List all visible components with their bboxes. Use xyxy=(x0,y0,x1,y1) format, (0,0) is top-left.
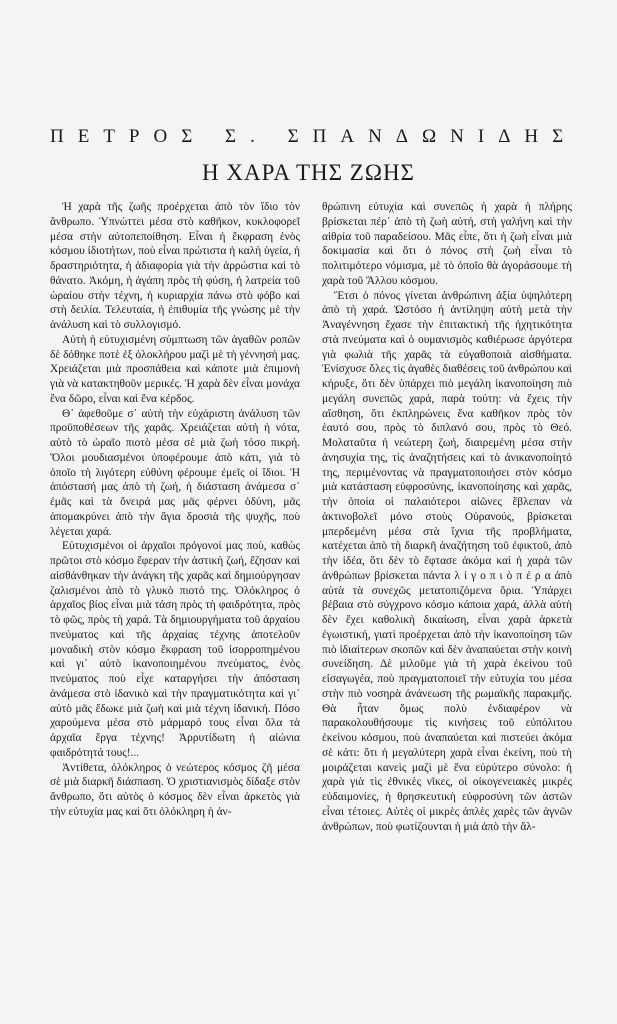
author-name: ΠΕΤΡΟΣ Σ. ΣΠΑΝΔΩΝΙΔΗΣ xyxy=(50,126,578,147)
paragraph: Ἀντίθετα, ὁλόκληρος ὁ νεώτερος κόσμος ζῆ μέσα σὲ μιὰ διαρκῆ διάσπαση. Ὁ χριστιανισμὸς δίδαξε στὸν ἄνθρωπο, ὅτι αὐτὸς ὁ κόσμος δὲν εἶναι ἀρκετὸς γιὰ τὴν εὐτυχία μας καὶ ὅτι ὁλόκληρη ἡ ἀν- xyxy=(50,761,300,818)
article-title: Η ΧΑΡΑ ΤΗΣ ΖΩΗΣ xyxy=(202,160,415,185)
left-text-column xyxy=(50,200,300,820)
right-text-column xyxy=(322,200,572,834)
paragraph: Θ᾽ ἀφεθοῦμε σ᾽ αὐτὴ τὴν εὐχάριστη ἀνάλυση τῶν προϋποθέσεων τῆς χαρᾶς. Χρειάζεται αὐτὴ ἡ νότα, αὐτὸ τὸ ὡραῖο πιοτὸ μέσα σὲ μιὰ ζωὴ τόσο πικρή. Ὅλοι μουδιασμένοι ὑποφέρουμε ἀπὸ κάτι, γιὰ τὸ ὁποῖο τὴ λιγότερη εὐθύνη φέρουμε ἐμεῖς οἱ ἴδιοι. Ἡ ἀπόστασή μας ἀπὸ τὴ ζωή, ἡ διάσταση ἀνάμεσα σ᾽ ἐμᾶς καὶ τὰ ὄνειρά μας μᾶς φέρνει ὀδύνη, μᾶς ἀπομακρύνει ἀπὸ τὴν ἅγια δροσιὰ τῆς ψυχῆς, ποὺ λέγεται χαρά. xyxy=(50,407,300,538)
paragraph: Εὐτυχισμένοι οἱ ἀρχαῖοι πρόγονοί μας ποὺ, καθὼς πρῶτοι στὸ κόσμο ἔφεραν τὴν ἀστικὴ ζωή, ἔζησαν καὶ αἰσθάνθηκαν τὴν ἀνάγκη τῆς χαρᾶς καὶ δημιούργησαν ζαλισμένοι ἀπὸ τὸ γλυκὸ πιοτό της. Ὁλόκληρος ὁ ἀρχαῖος βίος εἶναι μιὰ τάση πρὸς τὴ φαιδρότητα, πρὸς τὸ φῶς, πρὸς τὴ χαρά. Τὰ δημιουργήματα τοῦ ἀρχαίου πνεύματος καὶ τῆς ἀρχαίας τέχνης ἀποτελοῦν μοναδικὴ στὸν κόσμο ἔκφραση τοῦ ἰσορροπημένου καὶ γι᾽ αὐτὸ ἱκανοποιημένου πνεύματος, ἑνὸς πνεύματος ποὺ εἶχε καταργήσει τὴν ἀπόσταση ἀνάμεσα στὸ ἰδανικὸ καὶ τὴν πραγματικότητα καὶ γι᾽ αὐτὸ μᾶς ἔδωκε μιὰ ζωὴ καὶ μιὰ τέχνη ἰδανική. Πόσο χαρούμενα μέσα στὸ μάρμαρό τους εἶναι ὅλα τὰ ἀρχαῖα ἔργα τέχνης! Ἀρρυτίδωτη ἡ αἰώνια φαιδρότητά τους!... xyxy=(50,540,300,759)
paragraph: Ἔτσι ὁ πόνος γίνεται ἀνθρώπινη ἀξία ὑψηλότερη ἀπὸ τὴ χαρά. Ὡστόσο ἡ ἀντίληψη αὐτὴ μετὰ τὴν Ἀναγέννηση ἔχασε τὴν ἐπιτακτικὴ τῆς ἠχητικότητα στὰ πνεύματα καὶ ὁ ουμανισμὸς καθιέρωσε ἀργότερα γιὰ φωλιὰ τῆς χαρᾶς τὰ εὐγαθοποιὰ αἰσθήματα. Ἐνίσχυσε ὅλες τὶς ἀγαθὲς διαθέσεις τοῦ ἀνθρώπου καὶ κήρυξε, ὅτι δὲν ὑπάρχει πιὸ μεγάλη ἱκανοποίηση πιὸ μεγάλη συνεπῶς χαρά, παρὰ τούτη: νὰ ἔχεις τὴν αἴσθηση, ὅτι ἐκπληρώνεις ἕνα καθῆκον πρὸς τὸν ἑαυτό σου, πρὸς τὸ διπλανό σου, πρὸς τὸ Θεό. Μολαταῦτα ἡ νεώτερη ζωή, διαιρεμένη μέσα στὴν ἀνησυχία της, τὶς ἀναζητήσεις καὶ τὸ ἀνικανοποίητό της, περιμένοντας νὰ πραγματοποιήσει στὸν κόσμο μιὰ κατάσταση εὐφροσύνης, ἱκανοποίησης καὶ χαρᾶς, τὴν ὁποία οἱ παλαιότεροι αἰῶνες ἔβλεπαν νὰ ἀκτινοβολεῖ μόνο στοὺς Οὐρανούς, βρίσκεται μπερδεμένη μέσα στὰ ἴχνια τῆς προβλήματα, κατέχεται ἀπὸ τὴ διαρκῆ ἀναζήτηση τοῦ ἐφικτοῦ, ἀπὸ τὴν ἰδέα, ὅτι δὲν τὸ ἔφτασε ἀκόμα καὶ ἡ χαρὰ τῶν ἀνθρώπων βρίσκεται πάντα λ ί γ ο π ι ὸ π έ ρ α ἀπὸ αὐτὰ τὰ συνεχῶς μετατοπιζόμενα ὅρια. Ὑπάρχει βέβαια στὸ σύγχρονο κόσμο κάποια χαρά, ἀλλὰ αὐτὴ δὲν ἔχει καθολικὴ δικαίωση, εἶναι χαρὰ ἀρκετὰ ἐγωιστική, γιατὶ προέρχεται ἀπὸ τὴν ἱκανοποίηση τῶν πιὸ ἰδιαίτερων σκοπῶν καὶ δὲν ἀναπαύεται στὴν κοινὴ συνείδηση. Δὲ μιλοῦμε γιὰ τὴ χαρὰ ἐκείνου τοῦ εἰσαγωγέα, ποὺ πραγματοποιεῖ τὴν εὐτυχία του μέσα στὴν πιὸ νοσηρὰ ἀνάνεωση τῆς ρωμαϊκῆς παρακμῆς. Θὰ ἦταν ὅμως πολὺ ἐνδιαφέρον νὰ παρακολουθήσουμε τὶς κινήσεις τοῦ εὐπόλιτου ἐκείνου κόσμου, ποὺ ἀναπαύεται καὶ πιστεύει ἀκόμα σὲ κάτι: ὅτι ἡ μεγαλύτερη χαρὰ εἶναι ἐκείνη, ποὺ τὴ μοιράζεται κανεὶς μαζὶ μὲ ἕνα εὐρύτερο σύνολο: ἡ χαρὰ γιὰ τὶς ἐθνικὲς νῖκες, οἱ οἰκογενειακὲς μικρὲς εὐδαιμονίες, ἡ θρησκευτικὴ εὐφροσύνη τῶν ἀστῶν εἶναι τέτοιες. Αὐτὲς οἱ μικρὲς ἁπλὲς χαρὲς τῶν ἁγνῶν ἀνθρώπων, ποὺ φωτίζουνται ἡ μιὰ ἀπὸ τὴν ἄλ- xyxy=(322,289,572,833)
paragraph: θρώπινη εὐτυχία καὶ συνεπῶς ἡ χαρὰ ἡ πλήρης βρίσκεται πέρ᾽ ἀπὸ τὴ ζωὴ αὐτή, στὴ γαλήνη καὶ τὴν αἰθρία τοῦ παραδείσου. Μᾶς εἶπε, ὅτι ἡ ζωὴ εἶναι μιὰ δοκιμασία καὶ ὅτι ὁ πόνος στὴ ζωὴ εἶναι τὸ πολιτιμότερο νόμισμα, μὲ τὸ ὁποῖο θὰ ἀγοράσουμε τὴ χαρὰ τοῦ Ἄλλου κόσμου. xyxy=(322,201,572,287)
paragraph: Ἡ χαρὰ τῆς ζωῆς προέρχεται ἀπὸ τὸν ἴδιο τὸν ἄνθρωπο. Ὑπνώττει μέσα στὸ καθῆκον, κυκλοφορεῖ μέσα στὴν αὐτοπεποίθηση. Εἶναι ἡ ἔκφραση ἑνὸς κόσμου ἰδιοτήτων, ποὺ εἶναι πρώτιστα ἡ καλὴ ὑγεία, ἡ δραστηριότητα, ἡ ἀδιαφορία γιὰ τὴν ἀρρώστια καὶ τὸ θάνατο. Ἀκόμη, ἡ ἀγάπη πρὸς τὴ φύση, ἡ λατρεία τοῦ ὡραίου στὴν τέχνη, ἡ κυριαρχία πάνω στὸ φόβο καὶ στὴ δειλία. Τελευταία, ἡ ἐπιθυμία τῆς γνώσης μὲ τὴν ἀνάλυση καὶ τὸ συλλογισμό. xyxy=(50,201,300,331)
paragraph: Αὐτὴ ἡ εὐτυχισμένη σύμπτωση τῶν ἀγαθῶν ροπῶν δὲ δόθηκε ποτὲ ἐξ ὁλοκλήρου μαζὶ μὲ τὴ γέννησή μας. Χρειάζεται μιὰ προσπάθεια καὶ κάποτε μιὰ ἐπιμονὴ γιὰ νὰ κατακτηθοῦν μερικές. Ἡ χαρὰ δὲν εἶναι μονάχα ἕνα δῶρο, εἶναι καὶ ἕνα κέρδος. xyxy=(50,333,300,405)
